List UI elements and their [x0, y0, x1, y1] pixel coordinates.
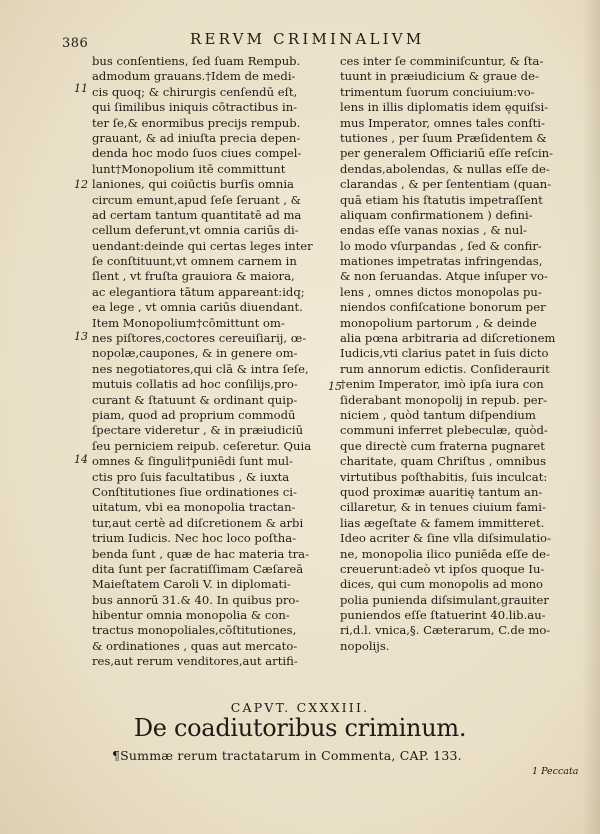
text-line: nes negotiatores,qui clā & intra ſeſe, — [92, 361, 309, 376]
text-line: communi inferret plebeculæ, quòd- — [340, 423, 548, 438]
text-line: & ordinationes , quas aut mercato- — [92, 638, 298, 653]
text-line: piam, quod ad proprium commodū — [92, 407, 296, 422]
page-edge-shadow — [582, 0, 600, 834]
text-line: ea lege , vt omnia cariūs diuendant. — [92, 300, 303, 315]
text-line: ſpectare videretur , & in præiudiciū — [92, 423, 304, 438]
text-line: circum emunt,apud ſeſe ſeruant , & — [92, 192, 301, 207]
text-line: cis quoq; & chirurgis cenſendū eſt, — [92, 84, 298, 99]
text-line: qui ſimilibus iniquis cōtractibus in- — [92, 100, 298, 115]
text-line: ne, monopolia ilico puniēda eſſe de- — [340, 546, 550, 561]
text-line: niciem , quòd tantum diſpendium — [340, 407, 536, 422]
text-line: lunt†Monopolium itē committunt — [92, 161, 286, 176]
text-line: ſeu perniciem reipub. ceſeretur. Quia — [92, 438, 312, 453]
text-line: monopolium partorum , & deinde — [340, 315, 537, 330]
text-line: uendant:deinde qui certas leges inter — [92, 238, 313, 253]
text-line: Item Monopolium†cōmittunt om- — [92, 315, 285, 330]
margin-number: 13 — [74, 330, 88, 343]
text-line: †enim Imperator, imò ipſa iura con — [340, 377, 544, 392]
text-line: polia punienda diſsimulant,grauiter — [340, 592, 549, 607]
text-line: ſiderabant monopolij in repub. per- — [340, 392, 548, 407]
page-number: 386 — [62, 36, 89, 51]
text-line: Iudicis,vti clarius patet in ſuis dicto — [340, 346, 549, 361]
text-line: tuunt in præiudicium & graue de- — [340, 69, 539, 84]
text-line: rum annorum edictis. Conſideraurit — [340, 361, 550, 376]
margin-number: 14 — [74, 453, 88, 466]
text-line: Maieſtatem Caroli V. in diplomati- — [92, 577, 291, 592]
text-line: virtutibus poſthabitis, ſuis inculcat: — [340, 469, 548, 484]
text-line: ces inter ſe comminiſcuntur, & ſta- — [340, 54, 544, 68]
margin-number: 11 — [74, 82, 88, 95]
margin-number: 12 — [74, 178, 88, 191]
text-line: denda hoc modo ſuos ciues compel- — [92, 146, 302, 161]
text-line: hibentur omnia monopolia & con- — [92, 608, 290, 623]
text-line: cillaretur, & in tenues ciuium fami- — [340, 500, 546, 515]
text-line: ri,d.l. vnica,§. Cæterarum, C.de mo- — [340, 623, 551, 638]
text-line: ac elegantiora tātum appareant:idq; — [92, 284, 305, 299]
text-line: curant & ſtatuunt & ordinant quip- — [92, 392, 298, 407]
text-line: mationes impetratas infringendas, — [340, 254, 543, 269]
text-line: Ideo acriter & ſine vlla diſsimulatio- — [340, 531, 551, 546]
chapter-title: De coadiutoribus criminum. — [133, 714, 467, 742]
text-line: tutiones , per ſuum Præſidentem & — [340, 130, 547, 145]
text-line: dendas,abolendas, & nullas eſſe de- — [340, 161, 550, 176]
margin-number: 15 — [328, 380, 342, 393]
text-line: tractus monopoliales,cōſtitutiones, — [92, 623, 297, 638]
catchword: 1 Peccata — [532, 766, 579, 777]
text-line: dices, qui cum monopolis ad mono — [340, 577, 544, 592]
text-line: ſe conſtituunt,vt omnem carnem in — [92, 254, 297, 269]
text-line: ſlent , vt fruſta grauiora & maiora, — [92, 269, 295, 284]
text-line: tur,aut certè ad diſcretionem & arbi — [92, 515, 304, 530]
text-line: charitate, quam Chriſtus , omnibus — [340, 454, 547, 469]
text-line: bus annorū 31.& 40. In quibus pro- — [92, 592, 300, 607]
text-line: nopolijs. — [340, 638, 390, 653]
text-line: per generalem Officiariū eſſe reſcin- — [340, 146, 554, 161]
text-line: & non ſeruandas. Atque inſuper vo- — [340, 269, 548, 284]
text-line: ctis pro ſuis facultatibus , & iuxta — [92, 469, 290, 484]
text-line: quā etiam his ſtatutis impetraſſent — [340, 192, 543, 207]
text-line: lens , omnes dictos monopolas pu- — [340, 284, 542, 299]
text-line: creuerunt:adeò vt ipſos quoque Iu- — [340, 561, 545, 576]
text-line: uitatum, vbi ea monopolia tractan- — [92, 500, 296, 515]
text-line: bus conſentiens, ſed ſuam Rempub. — [92, 54, 301, 68]
text-line: mutuis collatis ad hoc conſilijs,pro- — [92, 377, 298, 392]
text-line: alia pœna arbitraria ad diſcretionem — [340, 331, 556, 346]
text-line: res,aut rerum venditores,aut artifi- — [92, 654, 298, 669]
text-line: clarandas , & per ſententiam (quan- — [340, 177, 552, 192]
text-line: ad certam tantum quantitatē ad ma — [92, 207, 302, 222]
chapter-heading: CAPVT. CXXXIII. — [230, 700, 370, 715]
text-line: Conſtitutiones ſiue ordinationes ci- — [92, 484, 297, 499]
text-line: que directè cum fraterna pugnaret — [340, 438, 545, 453]
text-line: aliquam confirmationem ) defini- — [340, 207, 533, 222]
running-head: RERVM CRIMINALIVM — [190, 30, 425, 48]
text-line: trimentum ſuorum conciuium:vo- — [340, 84, 535, 99]
text-line: lens in illis diplomatis idem ęquiſsi- — [340, 100, 549, 115]
text-line: dita ſunt per ſacratiſſimam Cæſareā — [92, 561, 304, 576]
text-line: nes piſtores,coctores cereuiſiarij, œ- — [92, 331, 307, 346]
right-text-column — [340, 54, 575, 654]
text-line: omnes & ſinguli†puniēdi ſunt mul- — [92, 454, 293, 469]
text-line: puniendos eſſe ſtatuerint 40.lib.au- — [340, 608, 546, 623]
text-line: cellum deferunt,vt omnia cariūs di- — [92, 223, 299, 238]
text-line: lo modo vſurpandas , ſed & confir- — [340, 238, 542, 253]
text-line: trium Iudicis. Nec hoc loco poſtha- — [92, 531, 297, 546]
text-line: admodum grauans.†Idem de medi- — [92, 69, 296, 84]
text-line: ter ſe,& enormibus precijs rempub. — [92, 115, 301, 130]
text-line: benda ſunt , quæ de hac materia tra- — [92, 546, 310, 561]
text-line: laniones, qui coiūctis burſis omnia — [92, 177, 294, 192]
text-line: niendos confiſcatione bonorum per — [340, 300, 546, 315]
chapter-summary-line: ¶Summæ rerum tractatarum in Commenta, CAP. 133. — [112, 748, 462, 763]
text-line: endas eſſe vanas noxias , & nul- — [340, 223, 527, 238]
text-line: grauant, & ad iniuſta precia depen- — [92, 130, 301, 145]
text-line: lias ægeſtate & famem immitteret. — [340, 515, 545, 530]
text-line: quod proximæ auaritię tantum an- — [340, 484, 543, 499]
left-text-column — [92, 54, 332, 670]
text-line: mus Imperator, omnes tales conſti- — [340, 115, 545, 130]
text-line: nopolæ,caupones, & in genere om- — [92, 346, 298, 361]
